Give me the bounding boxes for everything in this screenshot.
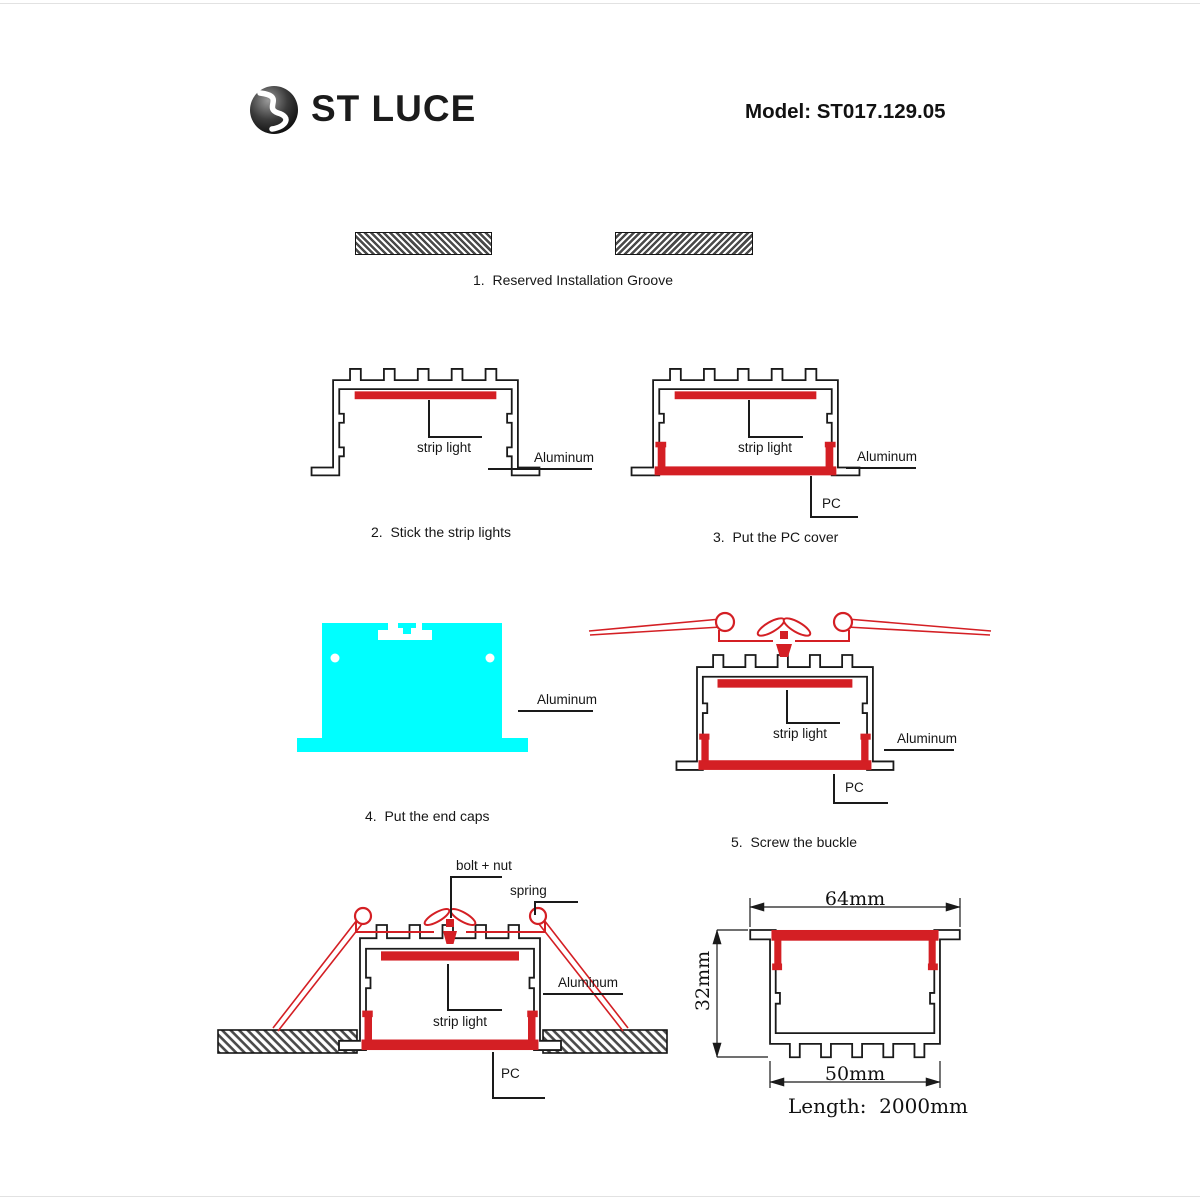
strip-light-label: strip light xyxy=(773,726,828,741)
aluminum-label: Aluminum xyxy=(857,449,918,464)
leader-line xyxy=(846,467,916,469)
pivot-ring xyxy=(716,613,734,631)
leader-line xyxy=(833,774,835,802)
bolt xyxy=(780,631,788,639)
step2-caption: 2. Stick the strip lights xyxy=(371,524,512,540)
leader-line xyxy=(450,876,452,918)
step4-caption: 4. Put the end caps xyxy=(365,808,490,824)
leader-line xyxy=(447,964,449,1009)
leader-line xyxy=(518,710,593,712)
aluminum-label: Aluminum xyxy=(558,975,619,990)
strip-light-label: strip light xyxy=(738,440,793,455)
step2-profile-drawing xyxy=(305,356,615,506)
dim-64mm: 64mm xyxy=(824,888,886,910)
pivot-ring xyxy=(355,908,371,924)
ceiling-hatch-left xyxy=(218,1030,357,1053)
strip-light-label: strip light xyxy=(417,440,472,455)
dim-32mm: 32mm xyxy=(692,950,714,1012)
leader-line xyxy=(534,901,578,903)
pc-label: PC xyxy=(822,496,841,511)
pivot-ring xyxy=(530,908,546,924)
top-border-line xyxy=(0,3,1200,4)
leader-line xyxy=(748,436,803,438)
screw-hole xyxy=(331,654,340,663)
dim-50mm: 50mm xyxy=(824,1063,886,1085)
leader-line xyxy=(786,722,840,724)
leader-line xyxy=(488,468,592,470)
leader-line xyxy=(810,476,812,516)
leader-line xyxy=(450,876,502,878)
leader-line xyxy=(428,400,430,436)
leader-line xyxy=(492,1097,545,1099)
step4-endcap-drawing xyxy=(290,615,600,760)
spring-arm-left xyxy=(273,920,362,1031)
aluminum-label: Aluminum xyxy=(537,692,598,707)
st-luce-sphere-logo xyxy=(248,84,300,136)
leader-line xyxy=(543,993,623,995)
leader-line xyxy=(810,516,858,518)
step3-caption: 3. Put the PC cover xyxy=(713,529,839,545)
bottom-border-line xyxy=(0,1196,1200,1197)
model-number: Model: ST017.129.05 xyxy=(745,100,946,123)
pivot-ring xyxy=(834,613,852,631)
leader-line xyxy=(833,802,888,804)
installation-groove-left xyxy=(355,232,492,255)
leader-line xyxy=(534,901,536,915)
leader-line xyxy=(428,436,482,438)
bolt-nut-label: bolt + nut xyxy=(456,858,512,873)
bolt xyxy=(446,919,454,927)
brand-name: ST LUCE xyxy=(311,88,477,129)
dim-length: Length: 2000mm xyxy=(788,1094,968,1118)
leader-line xyxy=(884,749,954,751)
leader-line xyxy=(492,1052,494,1097)
spring-arm-left xyxy=(589,619,721,635)
spring-arm-right xyxy=(847,619,991,635)
aluminum-label: Aluminum xyxy=(534,450,595,465)
end-cap-shape xyxy=(297,623,528,752)
aluminum-label: Aluminum xyxy=(897,731,958,746)
strip-light-label: strip light xyxy=(433,1014,488,1029)
step1-caption: 1. Reserved Installation Groove xyxy=(473,272,673,288)
step5-caption: 5. Screw the buckle xyxy=(731,834,858,850)
pc-label: PC xyxy=(845,780,864,795)
installation-groove-right xyxy=(615,232,753,255)
step5-buckle-drawing xyxy=(585,600,995,810)
spring-label: spring xyxy=(510,883,547,898)
buckle-assembly xyxy=(589,613,991,657)
leader-line xyxy=(447,1009,502,1011)
leader-line xyxy=(786,690,788,722)
dimension-lines xyxy=(717,898,960,1088)
screw-hole xyxy=(486,654,495,663)
leader-line xyxy=(748,400,750,436)
pc-label: PC xyxy=(501,1066,520,1081)
extension-line xyxy=(717,930,768,1057)
